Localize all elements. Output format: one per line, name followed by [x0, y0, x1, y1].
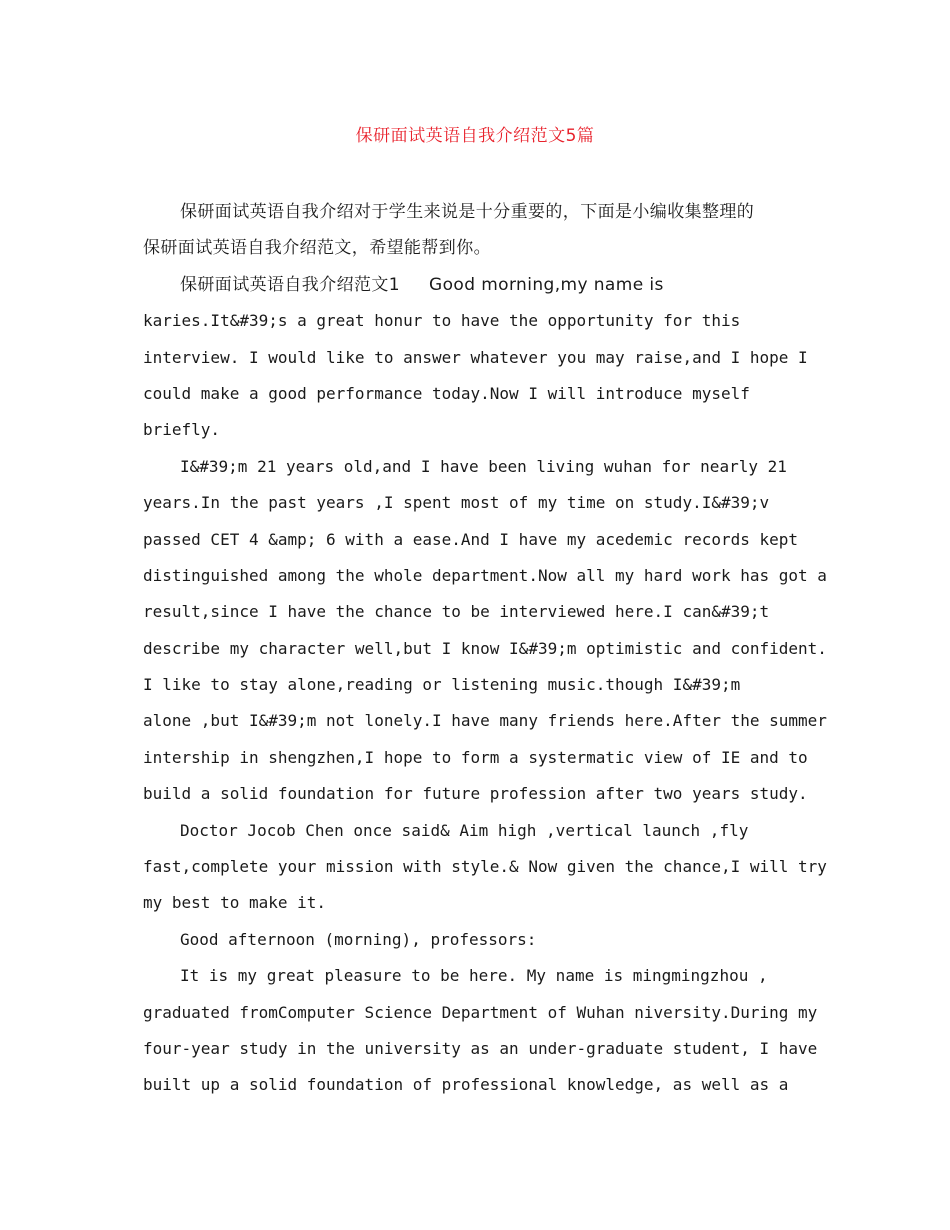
paragraph-line: karies.It&#39;s a great honur to have the opportunity for this — [143, 311, 741, 331]
paragraph-line: I like to stay alone,reading or listening music.though I&#39;m — [143, 675, 741, 695]
paragraph-line: built up a solid foundation of professional knowledge, as well as a — [143, 1075, 789, 1095]
paragraph-line: It is my great pleasure to be here. My name is mingmingzhou , — [180, 966, 768, 986]
paragraph-line: graduated fromComputer Science Department of Wuhan niversity.During my — [143, 1002, 818, 1022]
document-title: 保研面试英语自我介绍范文5篇 — [355, 126, 595, 146]
paragraph-line: build a solid foundation for future profession after two years study. — [143, 784, 808, 804]
paragraph-line: Doctor Jocob Chen once said& Aim high ,vertical launch ,fly — [180, 820, 749, 840]
paragraph-line: intership in shengzhen,I hope to form a systermatic view of IE and to — [143, 747, 808, 767]
paragraph-line: briefly. — [143, 420, 221, 440]
paragraph-line: years.In the past years ,I spent most of my time on study.I&#39;v — [143, 493, 770, 513]
paragraph-line: describe my character well,but I know I&#39;m optimistic and confident. — [143, 638, 827, 658]
paragraph-line: 保研面试英语自我介绍对于学生来说是十分重要的，下面是小编收集整理的 — [180, 202, 755, 222]
paragraph-line: my best to make it. — [143, 893, 327, 913]
paragraph-line: result,since I have the chance to be interviewed here.I can&#39;t — [143, 602, 770, 622]
paragraph-line: fast,complete your mission with style.& Now given the chance,I will try — [143, 857, 827, 877]
document-body — [143, 194, 827, 1104]
paragraph-line: distinguished among the whole department.Now all my hard work has got a — [143, 565, 827, 585]
paragraph-line: alone ,but I&#39;m not lonely.I have many friends here.After the summer — [143, 711, 827, 731]
paragraph-line: four-year study in the university as an under-graduate student, I have — [143, 1038, 818, 1058]
paragraph-line: 保研面试英语自我介绍范文，希望能帮到你。 — [143, 238, 491, 259]
paragraph-line: interview. I would like to answer whatever you may raise,and I hope I — [143, 347, 808, 367]
paragraph-line: passed CET 4 &amp; 6 with a ease.And I have my acedemic records kept — [143, 529, 799, 549]
paragraph-line: could make a good performance today.Now I will introduce myself — [143, 383, 750, 403]
paragraph-line: I&#39;m 21 years old,and I have been living wuhan for nearly 21 — [180, 456, 787, 476]
paragraph-line: Good afternoon (morning), professors: — [180, 929, 537, 949]
paragraph-line: 保研面试英语自我介绍范文1 Good morning,my name is — [180, 274, 664, 295]
